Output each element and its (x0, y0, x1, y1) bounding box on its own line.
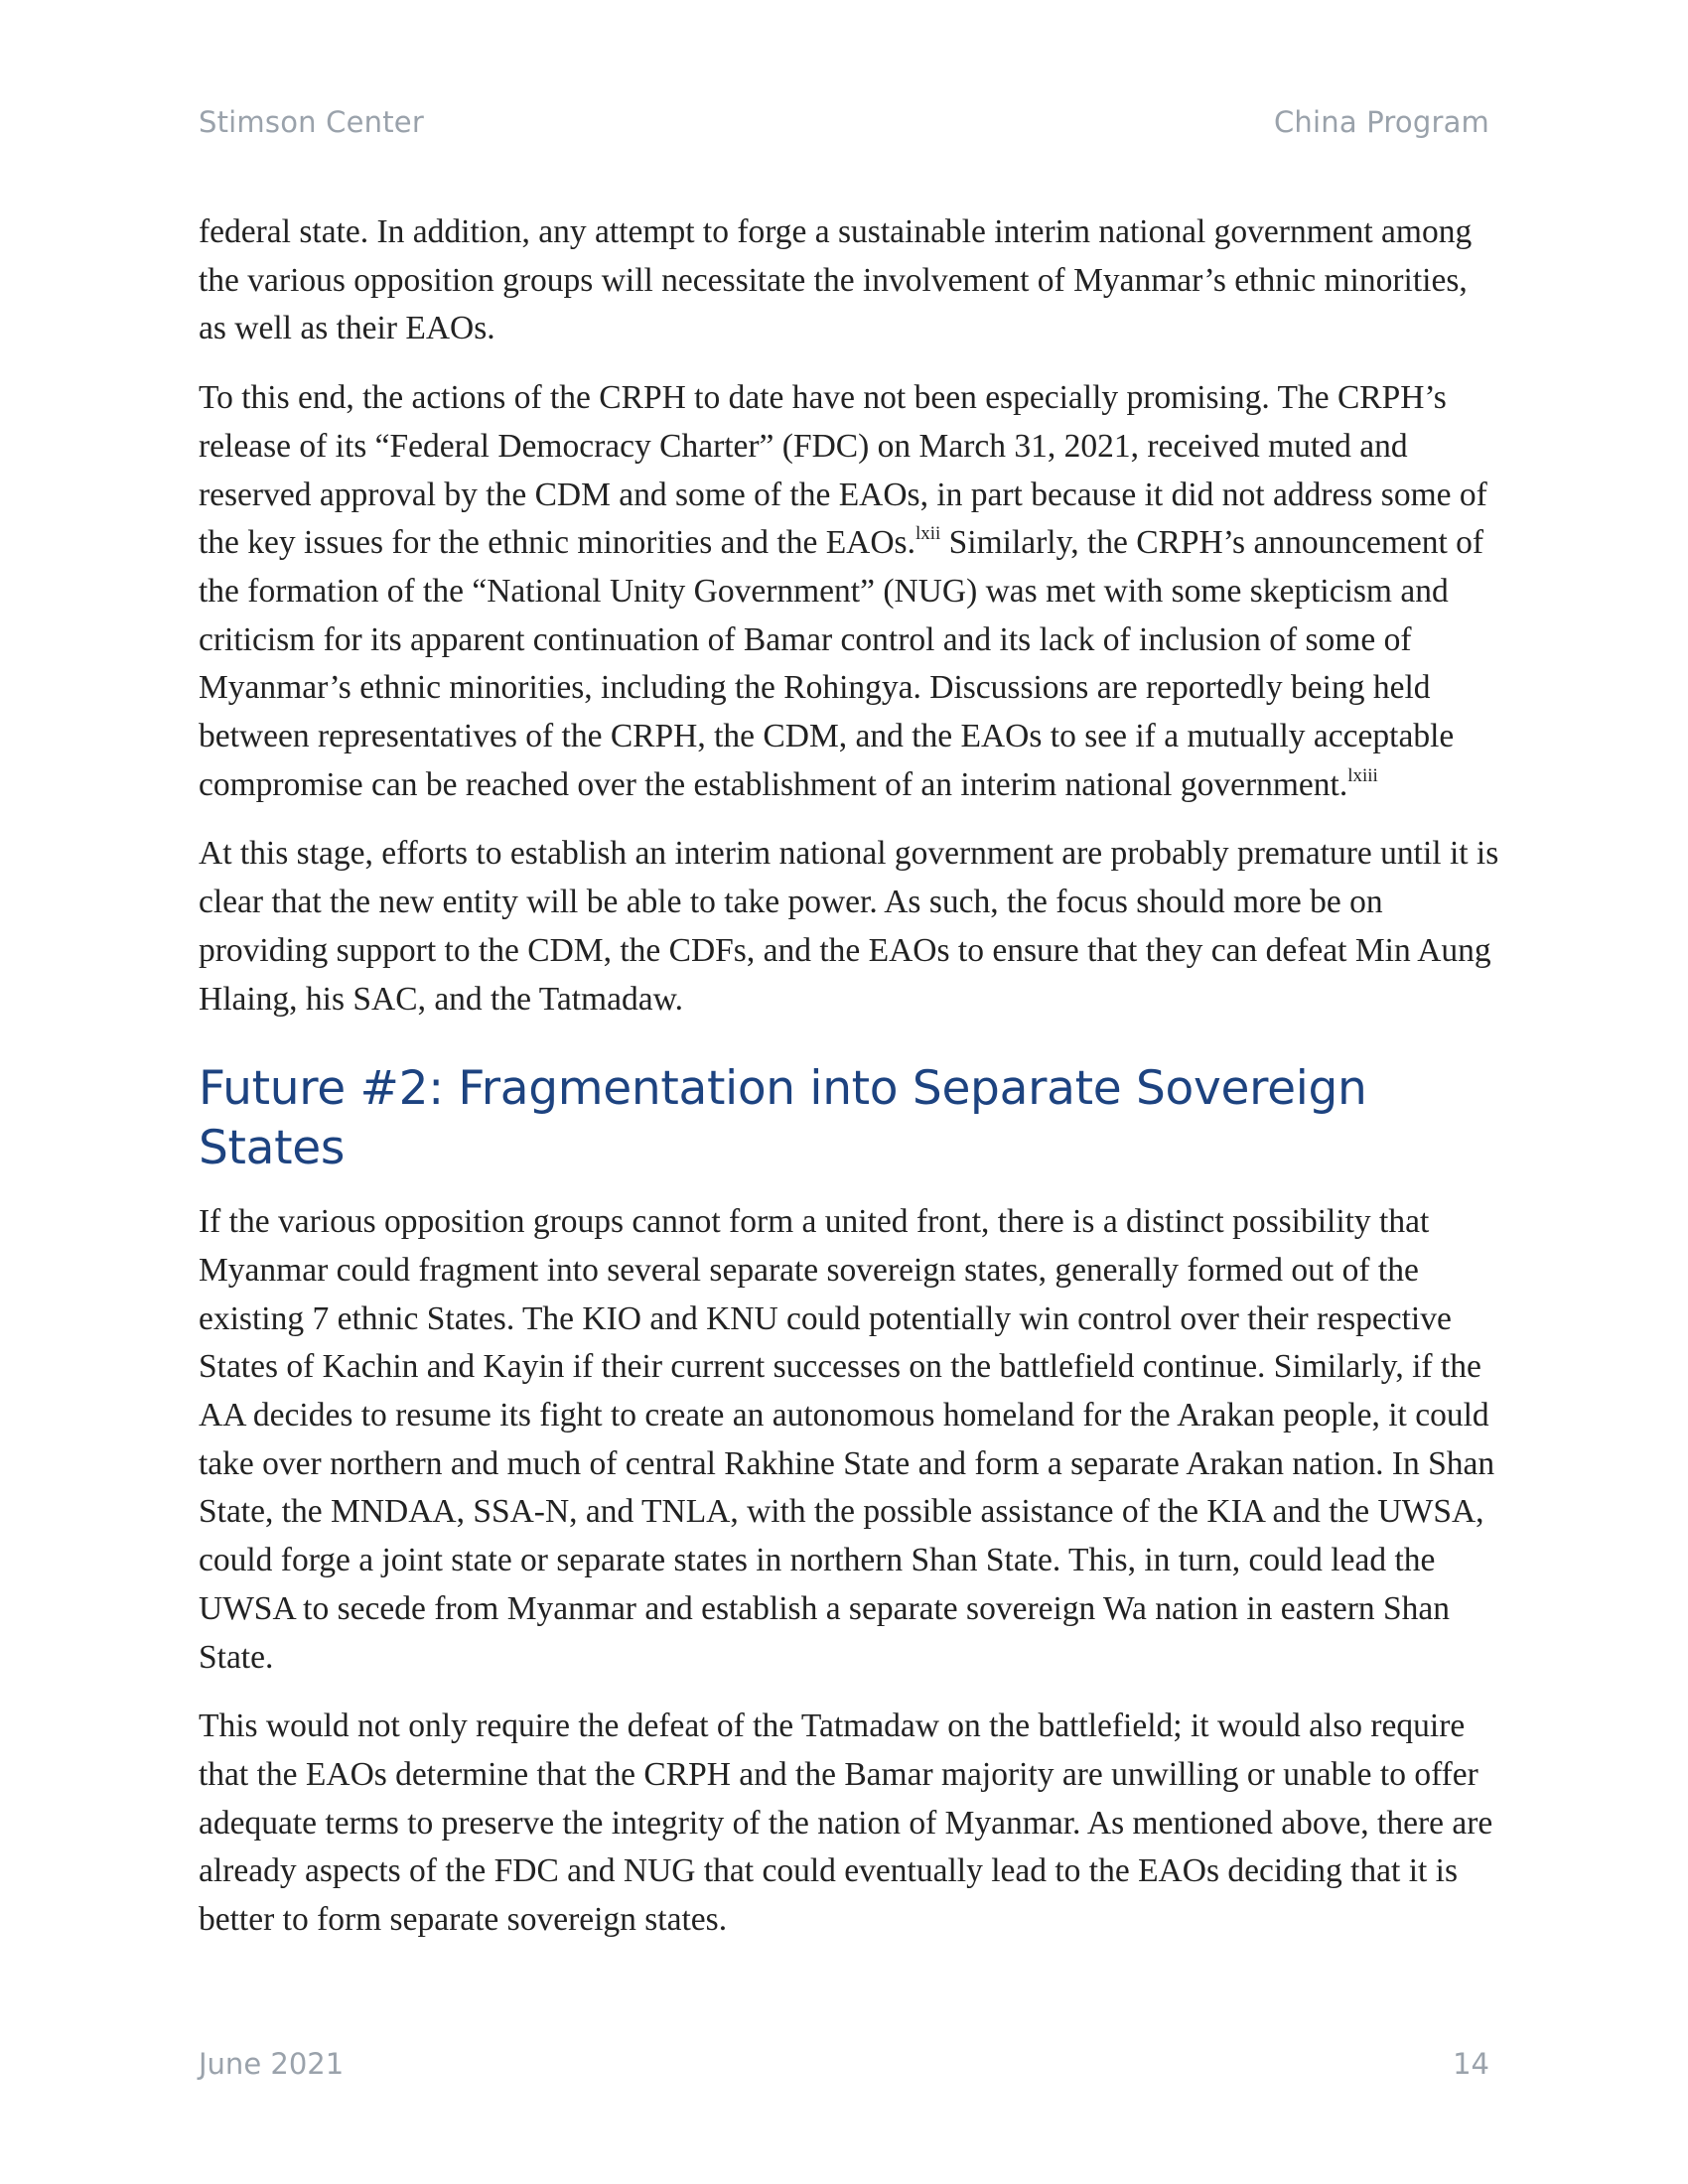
section-heading: Future #2: Fragmentation into Separate Sovereign States (199, 1061, 1367, 1176)
endnote-marker-lxiii[interactable]: lxiii (1347, 764, 1378, 786)
paragraph-4: If the various opposition groups cannot form a united front, there is a distinct possibility that Myanmar could fragment into several separate sovereign states, generally formed out of the existing 7 ethnic States. The KIO and KNU could potentially win control over their respective States of Kachin and Kayin if their current successes on the battlefield continue. Similarly, if the AA decides to resume its fight to create an autonomous homeland for the Arakan people, it could take over northern and much of central Rakhine State and form a separate Arakan nation. In Shan State, the MNDAA, SSA-N, and TNLA, with the possible assistance of the KIA and the UWSA, could forge a joint state or separate states in northern Shan State. This, in turn, could lead the UWSA to secede from Myanmar and establish a separate sovereign Wa nation in eastern Shan State. (199, 1203, 1495, 1676)
paragraph-2 (199, 374, 1499, 809)
paragraph-1: federal state. In addition, any attempt to forge a sustainable interim national government among the various opposition groups will necessitate the involvement of Myanmar’s ethnic minorities, as well as their EAOs. (199, 213, 1473, 347)
paragraph-2-text-b: Similarly, the CRPH’s announcement of the formation of the “National Unity Government” (NUG) was met with some skepticism and criticism for its apparent continuation of Bamar control and its lack of inclusion of some of Myanmar’s ethnic minorities, including the Rohingya. Discussions are reportedly being held between representatives of the CRPH, the CDM, and the EAOs to see if a mutually acceptable compromise can be reached over the establishment of an interim national government. (199, 524, 1484, 803)
paragraph-5: This would not only require the defeat of the Tatmadaw on the battlefield; it would also require that the EAOs determine that the CRPH and the Bamar majority are unwilling or unable to offer adequate terms to preserve the integrity of the nation of Myanmar. As mentioned above, there are already aspects of the FDC and NUG that could eventually lead to the EAOs deciding that it is better to form separate sovereign states. (199, 1707, 1493, 1939)
header-program: China Program (1273, 105, 1489, 139)
endnote-marker-lxii[interactable]: lxii (914, 523, 941, 545)
paragraph-2-text-a: To this end, the actions of the CRPH to date have not been especially promising. The CRPH’s release of its “Federal Democracy Charter” (FDC) on March 31, 2021, received muted and reserved approval by the CDM and some of the EAOs, in part because it did not address some of the key issues for the ethnic minorities and the EAOs. (199, 379, 1487, 562)
paragraph-3: At this stage, efforts to establish an interim national government are probably premature until it is clear that the new entity will be able to take power. As such, the focus should more be on providing support to the CDM, the CDFs, and the EAOs to ensure that they can defeat Min Aung Hlaing, his SAC, and the Tatmadaw. (199, 835, 1499, 1018)
page-number: 14 (1453, 2047, 1489, 2081)
footer-date: June 2021 (199, 2047, 345, 2081)
header-organization: Stimson Center (199, 105, 424, 139)
page-body (199, 208, 1499, 1966)
